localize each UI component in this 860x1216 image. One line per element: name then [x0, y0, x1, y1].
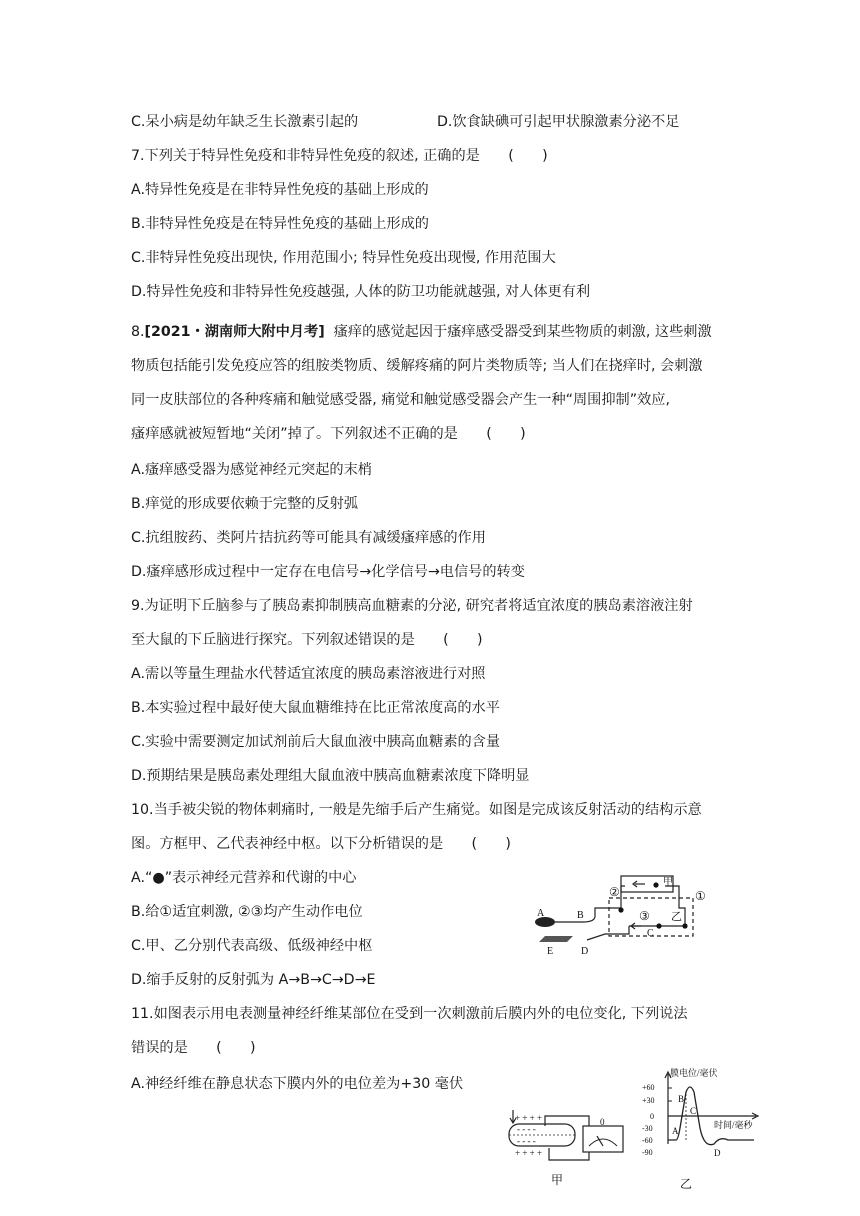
label-2: ② — [609, 885, 620, 899]
q7-option-b: B.非特异性免疫是在特异性免疫的基础上形成的 — [131, 216, 429, 232]
q8-stem-text-1: 瘙痒的感觉起因于瘙痒感受器受到某些物质的刺激, 这些刺激 — [333, 324, 712, 340]
charge-plus-bottom: + + + + — [515, 1148, 543, 1158]
label-a: A — [537, 908, 545, 919]
q11-stem-line-2: 错误的是 ( ) — [131, 1040, 256, 1056]
y-axis-label: 膜电位/毫伏 — [670, 1068, 718, 1078]
membrane-potential-figure — [628, 1068, 760, 1194]
x-axis-label: 时间/毫秒 — [714, 1120, 753, 1130]
q10-option-d: D.缩手反射的反射弧为 A→B→C→D→E — [131, 972, 376, 988]
label-b: B — [577, 910, 584, 921]
q7-option-d: D.特异性免疫和非特异性免疫越强, 人体的防卫功能就越强, 对人体更有利 — [131, 284, 591, 300]
tick-label: -30 — [642, 1124, 653, 1133]
q9-option-d: D.预期结果是胰岛素处理组大鼠血液中胰高血糖素浓度下降明显 — [131, 768, 530, 784]
fig-jia-caption: 甲 — [551, 1173, 564, 1187]
q10-stem-line-1: 10.当手被尖锐的物体刺痛时, 一般是先缩手后产生痛觉。如图是完成该反射活动的结构示意 — [131, 802, 702, 818]
q9-option-a: A.需以等量生理盐水代替适宜浓度的胰岛素溶液进行对照 — [131, 666, 486, 682]
q9-option-b: B.本实验过程中最好使大鼠血糖维持在比正常浓度高的水平 — [131, 700, 500, 716]
label-d: D — [581, 946, 589, 957]
q8-number: 8. — [131, 324, 145, 340]
cell-body — [618, 907, 623, 912]
tick-label: -90 — [642, 1148, 653, 1157]
label-e: E — [547, 946, 554, 957]
label-3: ③ — [639, 909, 650, 923]
q6-option-c: C.呆小病是幼年缺乏生长激素引起的 — [131, 114, 359, 130]
q6-option-d: D.饮食缺碘可引起甲状腺激素分泌不足 — [437, 114, 680, 130]
charge-minus-bottom: - - - - — [517, 1136, 536, 1146]
point-a: A — [672, 1126, 679, 1136]
point-d: D — [714, 1148, 721, 1158]
q8-stem-line-2: 物质包括能引发免疫应答的组胺类物质、缓解疼痛的阿片类物质等; 当人们在挠痒时, 会刺激 — [131, 358, 703, 374]
cell-body — [653, 882, 658, 887]
q11-option-a: A.神经纤维在静息状态下膜内外的电位差为+30 毫伏 — [131, 1076, 464, 1092]
fig-yi-caption: 乙 — [680, 1177, 693, 1191]
q10-option-a: A.“●”表示神经元营养和代谢的中心 — [131, 870, 357, 886]
q7-option-a: A.特异性免疫是在非特异性免疫的基础上形成的 — [131, 182, 429, 198]
q8-stem-line-4: 瘙痒感就被短暂地“关闭”掉了。下列叙述不正确的是 ( ) — [131, 426, 526, 442]
tick-label: +60 — [642, 1083, 655, 1092]
q9-stem-line-1: 9.为证明下丘脑参与了胰岛素抑制胰高血糖素的分泌, 研究者将适宜浓度的胰岛素溶液注射 — [131, 598, 693, 614]
label-c: C — [647, 928, 654, 939]
label-yi: 乙 — [671, 911, 682, 923]
q10-option-b: B.给①适宜刺激, ②③均产生动作电位 — [131, 904, 363, 920]
q11-stem-line-1: 11.如图表示用电表测量神经纤维某部位在受到一次刺激前后膜内外的电位变化, 下列说法 — [131, 1006, 688, 1022]
point-c: C — [690, 1106, 697, 1116]
q9-stem-line-2: 至大鼠的下丘脑进行探究。下列叙述错误的是 ( ) — [131, 632, 483, 648]
q8-option-a: A.瘙痒感受器为感觉神经元突起的末梢 — [131, 462, 372, 478]
point-b: B — [678, 1094, 685, 1104]
q7-stem: 7.下列关于特异性免疫和非特异性免疫的叙述, 正确的是 ( ) — [131, 148, 548, 164]
label-1: ① — [695, 889, 706, 903]
q8-stem-line-3: 同一皮肤部位的各种疼痛和触觉感受器, 痛觉和触觉感受器会产生一种“周围抑制”效应, — [131, 392, 670, 408]
tick-label: +30 — [642, 1096, 655, 1105]
q9-option-c: C.实验中需要测定加试剂前后大鼠血液中胰高血糖素的含量 — [131, 734, 501, 750]
q8-option-c: C.抗组胺药、类阿片拮抗药等可能具有减缓瘙痒感的作用 — [131, 530, 486, 546]
q8-option-b: B.痒觉的形成要依赖于完整的反射弧 — [131, 496, 359, 512]
charge-minus-top: - - - - — [517, 1124, 536, 1134]
q8-stem-line-1 — [131, 322, 712, 342]
q8-option-d: D.瘙痒感形成过程中一定存在电信号→化学信号→电信号的转变 — [131, 564, 525, 580]
label-jia: 甲 — [663, 877, 673, 888]
reflex-arc-figure — [525, 868, 730, 960]
q7-option-c: C.非特异性免疫出现快, 作用范围小; 特异性免疫出现慢, 作用范围大 — [131, 250, 556, 266]
q8-source: [2021・湖南师大附中月考] — [144, 324, 325, 340]
q10-stem-line-2: 图。方框甲、乙代表神经中枢。以下分析错误的是 ( ) — [131, 836, 511, 852]
tick-label: 0 — [650, 1112, 654, 1121]
nerve-meter-figure — [505, 1108, 640, 1188]
meter-zero: 0 — [600, 1117, 605, 1127]
cell-body — [656, 923, 661, 928]
charge-plus-top: + + + + — [515, 1113, 543, 1123]
tick-label: -60 — [642, 1136, 653, 1145]
cell-body — [682, 923, 687, 928]
effector-e — [539, 936, 573, 942]
q10-option-c: C.甲、乙分别代表高级、低级神经中枢 — [131, 938, 373, 954]
